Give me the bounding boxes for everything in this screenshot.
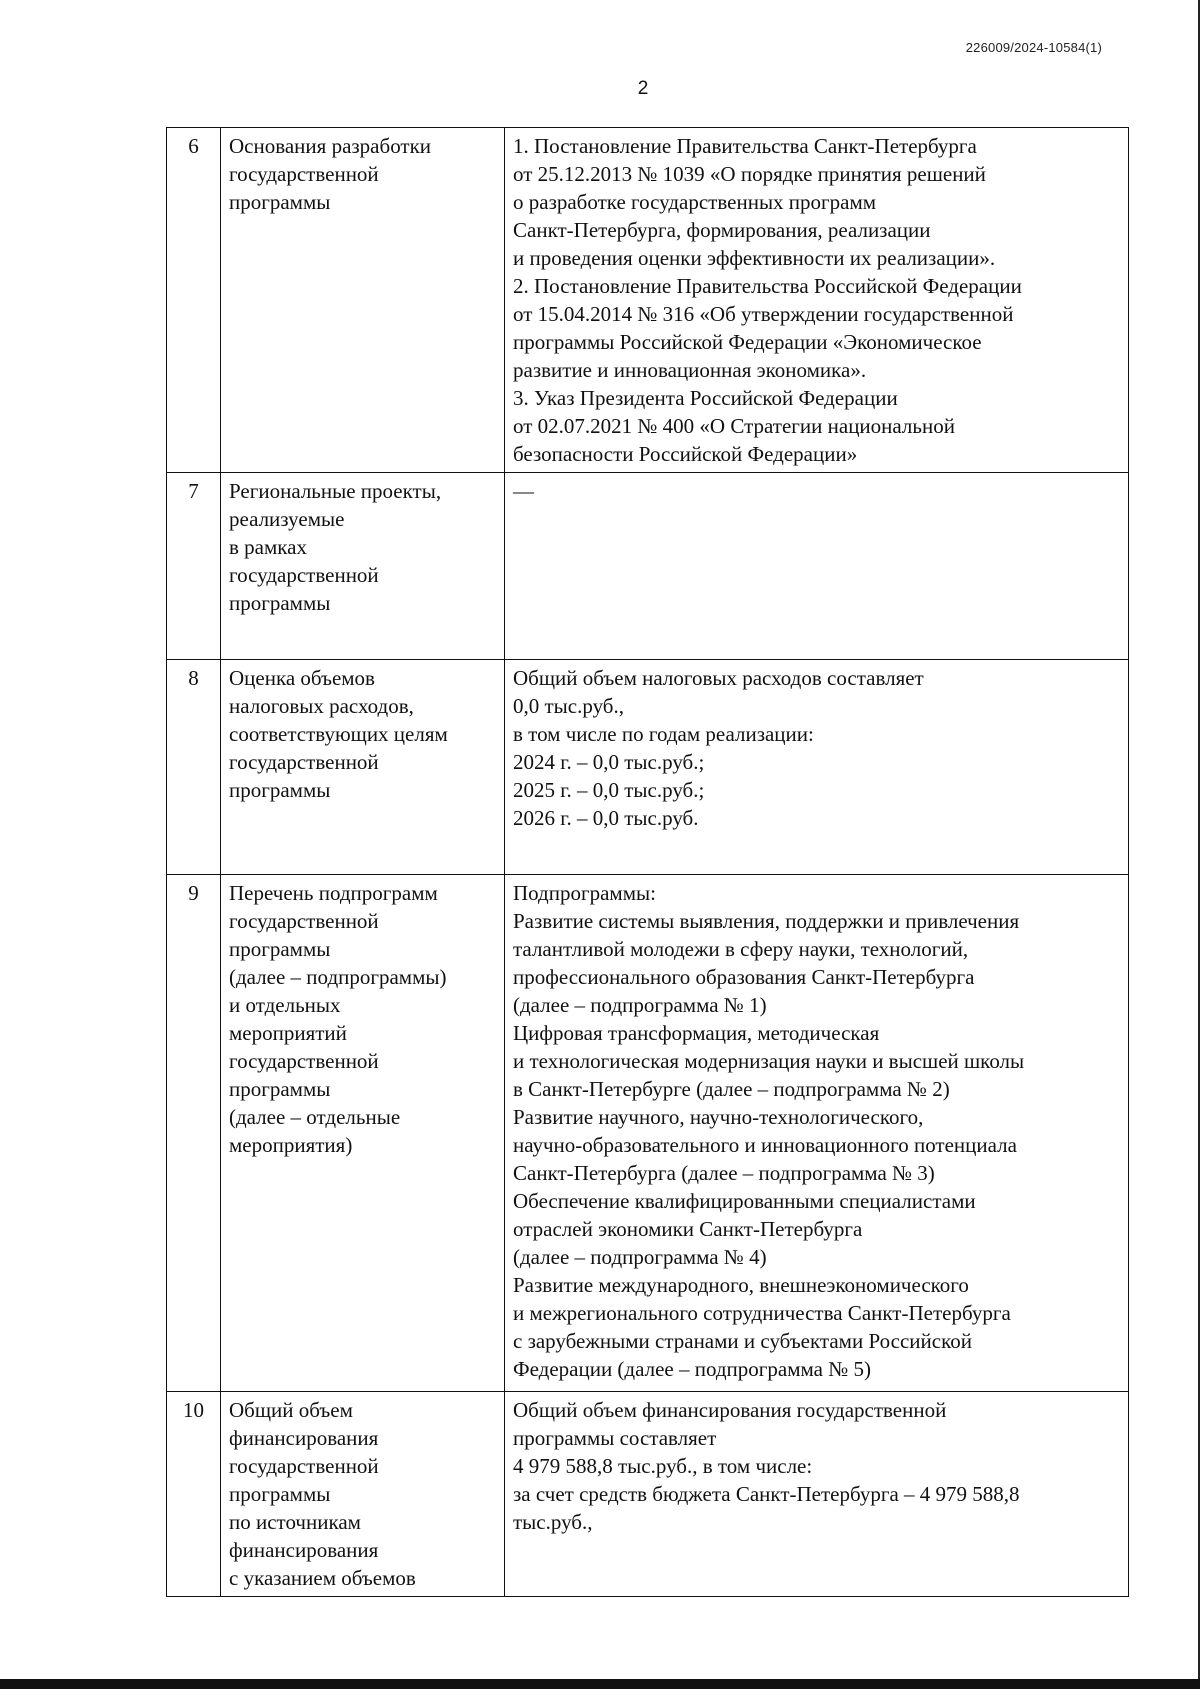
row-name-line: программы xyxy=(229,1077,331,1101)
row-value-line: о разработке государственных программ xyxy=(513,190,877,214)
row-value-line: в том числе по годам реализации: xyxy=(513,722,814,746)
row-value-line: Развитие системы выявления, поддержки и привлечения xyxy=(513,909,1020,933)
row-value-line: с зарубежными странами и субъектами Российской xyxy=(513,1329,972,1353)
table-row xyxy=(167,473,1129,660)
row-value-line: — xyxy=(513,479,534,503)
row-name-line: Перечень подпрограмм xyxy=(229,881,438,905)
row-name-cell xyxy=(221,1392,505,1597)
row-value-line: программы Российской Федерации «Экономическое xyxy=(513,330,982,354)
row-value-line: Общий объем налоговых расходов составляет xyxy=(513,666,924,690)
row-value-line: 1. Постановление Правительства Санкт-Петербурга xyxy=(513,134,977,158)
row-value-line: в Санкт-Петербурге (далее – подпрограмма № 2) xyxy=(513,1077,950,1101)
row-value-line: и технологическая модернизация науки и высшей школы xyxy=(513,1049,1025,1073)
row-value-cell xyxy=(505,660,1129,875)
row-name-line: Основания разработки xyxy=(229,134,432,158)
row-number: 9 xyxy=(167,875,221,1392)
row-name-line: государственной xyxy=(229,909,379,933)
row-name-line: по источникам xyxy=(229,1510,361,1534)
row-name-line: программы xyxy=(229,937,331,961)
row-value-line: и проведения оценки эффективности их реализации». xyxy=(513,246,996,270)
row-value-line: за счет средств бюджета Санкт-Петербурга – 4 979 588,8 xyxy=(513,1482,1020,1506)
row-value-line: профессионального образования Санкт-Петербурга xyxy=(513,965,975,989)
row-value-line: Развитие научного, научно-технологического, xyxy=(513,1105,924,1129)
table-row xyxy=(167,1392,1129,1597)
row-value-line: Развитие международного, внешнеэкономического xyxy=(513,1273,969,1297)
row-value-line: Обеспечение квалифицированными специалистами xyxy=(513,1189,976,1213)
row-name-cell xyxy=(221,128,505,473)
row-name-line: программы xyxy=(229,1482,331,1506)
row-name-line: (далее – подпрограммы) xyxy=(229,965,447,989)
row-value-line: 2025 г. – 0,0 тыс.руб.; xyxy=(513,778,705,802)
row-name-line: Оценка объемов xyxy=(229,666,375,690)
row-value-cell xyxy=(505,875,1129,1392)
row-name-cell xyxy=(221,660,505,875)
scan-edge-bottom xyxy=(0,1679,1200,1689)
page-number: 2 xyxy=(637,78,649,99)
row-name-line: Общий объем xyxy=(229,1398,353,1422)
row-name-line: программы xyxy=(229,190,331,214)
row-value-line: Санкт-Петербурга, формирования, реализации xyxy=(513,218,931,242)
row-number: 8 xyxy=(167,660,221,875)
row-number: 10 xyxy=(167,1392,221,1597)
row-name-cell xyxy=(221,875,505,1392)
row-name-line: программы xyxy=(229,778,331,802)
row-name-line: с указанием объемов xyxy=(229,1566,416,1590)
row-name-line: государственной xyxy=(229,750,379,774)
row-value-line: 4 979 588,8 тыс.руб., в том числе: xyxy=(513,1454,813,1478)
row-name-line: государственной xyxy=(229,563,379,587)
program-passport-table xyxy=(166,127,1129,1597)
table-row xyxy=(167,875,1129,1392)
row-value-line: Подпрограммы: xyxy=(513,881,656,905)
row-name-line: в рамках xyxy=(229,535,307,559)
row-value-line: научно-образовательного и инновационного потенциала xyxy=(513,1133,1017,1157)
row-name-line: мероприятия) xyxy=(229,1133,353,1157)
table-row xyxy=(167,660,1129,875)
row-name-line: государственной xyxy=(229,1454,379,1478)
row-value-cell xyxy=(505,473,1129,660)
row-value-line: тыс.руб., xyxy=(513,1510,593,1534)
row-name-line: Региональные проекты, xyxy=(229,479,442,503)
row-value-line: безопасности Российской Федерации» xyxy=(513,442,858,466)
row-value-line: и межрегионального сотрудничества Санкт-Петербурга xyxy=(513,1301,1011,1325)
row-value-cell xyxy=(505,1392,1129,1597)
row-number: 6 xyxy=(167,128,221,473)
row-name-cell xyxy=(221,473,505,660)
row-name-line: мероприятий xyxy=(229,1021,347,1045)
row-value-line: от 15.04.2014 № 316 «Об утверждении государственной xyxy=(513,302,1014,326)
row-value-line: Общий объем финансирования государственной xyxy=(513,1398,947,1422)
row-value-line: 2024 г. – 0,0 тыс.руб.; xyxy=(513,750,705,774)
row-value-line: Федерации (далее – подпрограмма № 5) xyxy=(513,1357,872,1381)
row-name-line: финансирования xyxy=(229,1538,379,1562)
row-value-line: (далее – подпрограмма № 4) xyxy=(513,1245,767,1269)
row-name-line: государственной xyxy=(229,162,379,186)
row-name-line: реализуемые xyxy=(229,507,345,531)
row-value-line: Цифровая трансформация, методическая xyxy=(513,1021,880,1045)
row-name-line: государственной xyxy=(229,1049,379,1073)
row-name-line: финансирования xyxy=(229,1426,379,1450)
row-value-line: 3. Указ Президента Российской Федерации xyxy=(513,386,898,410)
row-value-line: талантливой молодежи в сферу науки, технологий, xyxy=(513,937,969,961)
row-name-line: и отдельных xyxy=(229,993,341,1017)
document-registration-number: 226009/2024-10584(1) xyxy=(965,40,1102,55)
row-value-cell xyxy=(505,128,1129,473)
row-value-line: отраслей экономики Санкт-Петербурга xyxy=(513,1217,863,1241)
row-value-line: развитие и инновационная экономика». xyxy=(513,358,867,382)
row-name-line: (далее – отдельные xyxy=(229,1105,401,1129)
row-value-line: (далее – подпрограмма № 1) xyxy=(513,993,767,1017)
row-value-line: от 02.07.2021 № 400 «О Стратегии национальной xyxy=(513,414,955,438)
row-number: 7 xyxy=(167,473,221,660)
row-value-line: 2. Постановление Правительства Российской Федерации xyxy=(513,274,1022,298)
row-value-line: Санкт-Петербурга (далее – подпрограмма № 3) xyxy=(513,1161,935,1185)
row-value-line: программы составляет xyxy=(513,1426,717,1450)
row-name-line: соответствующих целям xyxy=(229,722,448,746)
row-value-line: 0,0 тыс.руб., xyxy=(513,694,624,718)
row-value-line: от 25.12.2013 № 1039 «О порядке принятия решений xyxy=(513,162,986,186)
row-value-line: 2026 г. – 0,0 тыс.руб. xyxy=(513,806,699,830)
table-row xyxy=(167,128,1129,473)
row-name-line: налоговых расходов, xyxy=(229,694,414,718)
row-name-line: программы xyxy=(229,591,331,615)
